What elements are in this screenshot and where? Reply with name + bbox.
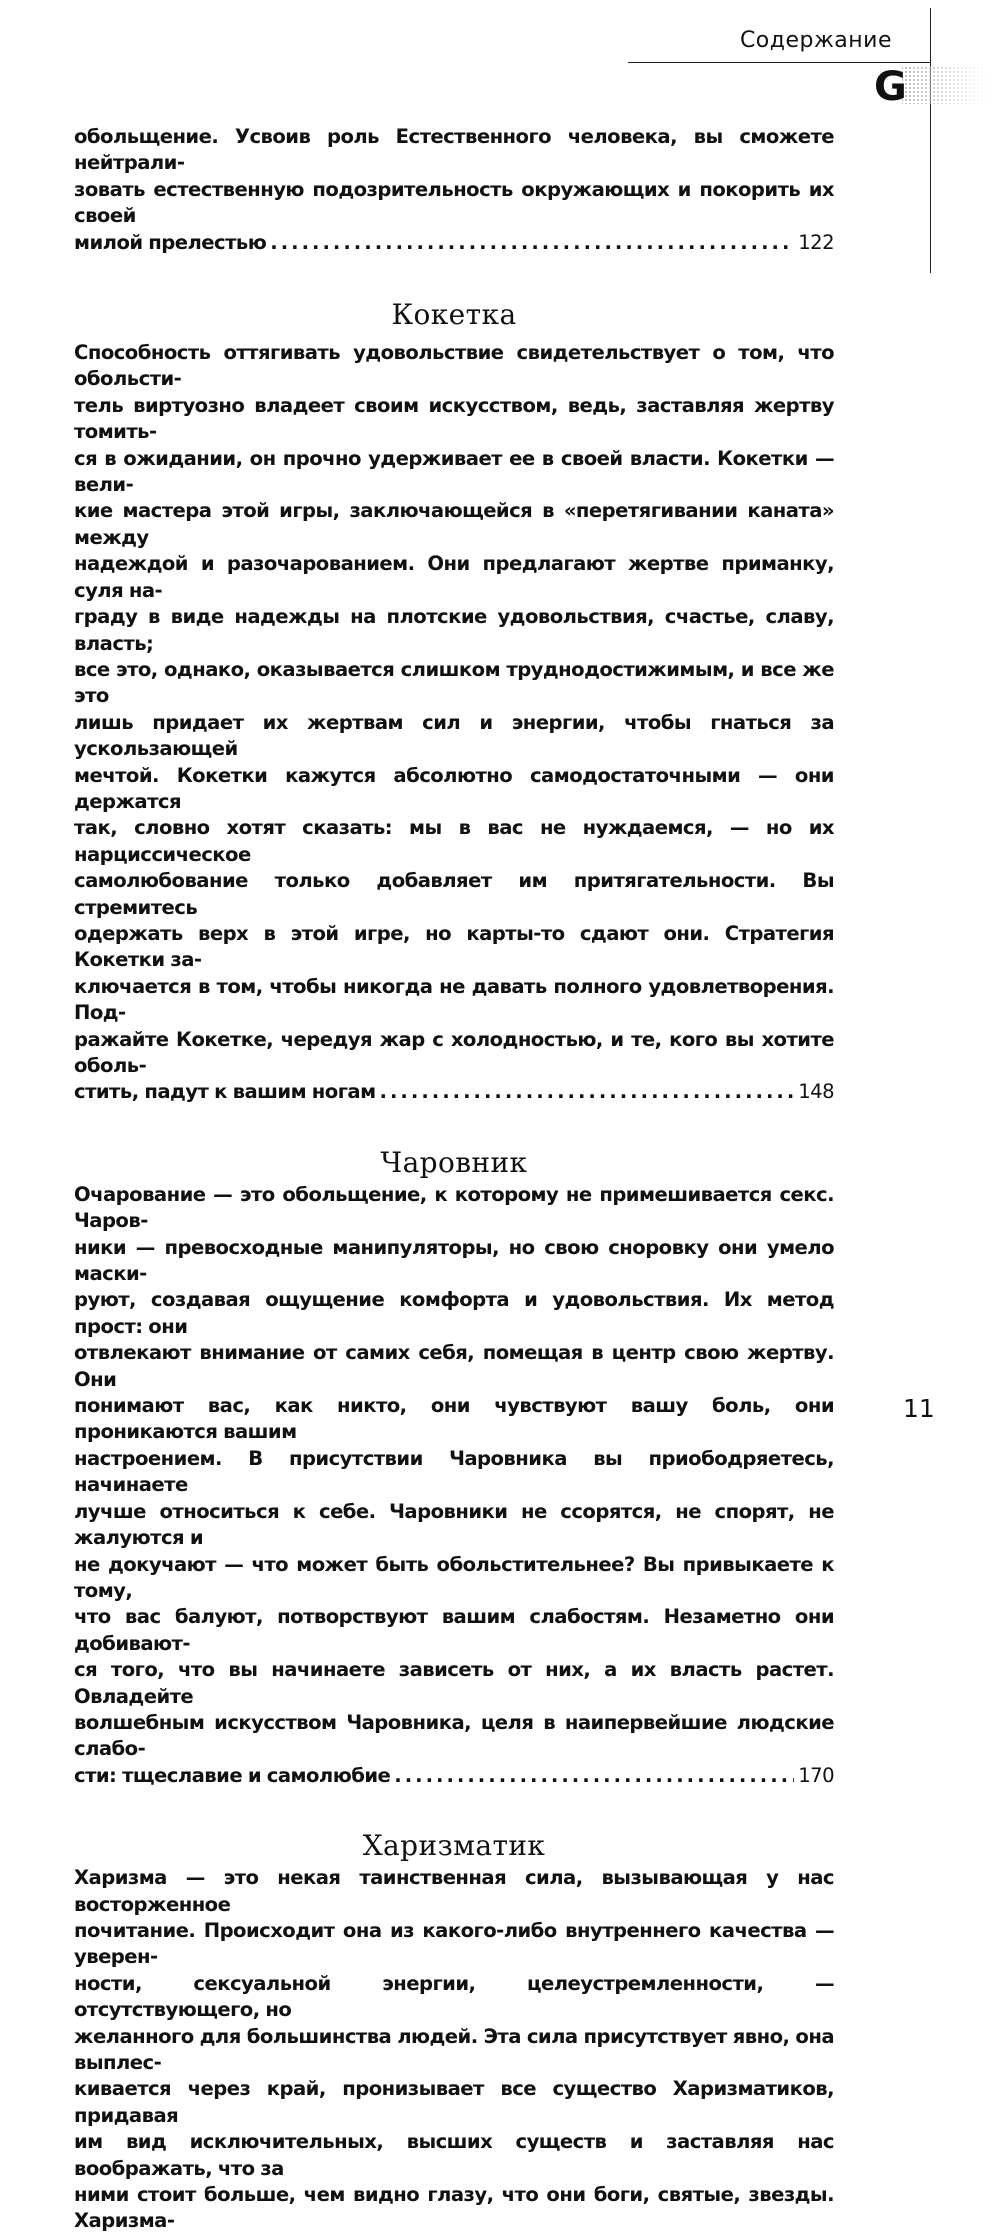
section-heading: Чаровник: [380, 1145, 528, 1179]
section-heading: Харизматик: [362, 1829, 546, 1863]
text-line: ся в ожидании, он прочно удерживает ее в своей власти. Кокетки — вели-: [74, 446, 834, 497]
page-ref: 148: [798, 1080, 834, 1104]
text-line: надеждой и разочарованием. Они предлагают жертве приманку, суля на-: [74, 552, 834, 602]
header-rule: [628, 62, 930, 63]
vertical-rule: [930, 8, 931, 273]
dot-leader: [380, 1079, 795, 1105]
section-charmer: [74, 1146, 834, 1789]
section-charismatic: [74, 1829, 834, 2235]
text-line: Харизма — это некая таинственная сила, вызывающая у нас восторженное: [74, 1866, 834, 1916]
section-text: [74, 340, 834, 1106]
text-line: Очарование — это обольщение, к которому не примешивается секс. Чаров-: [74, 1182, 834, 1233]
entry-tail-text: стить, падут к вашим ногам: [74, 1080, 376, 1104]
text-line: самолюбование только добавляет им притягательности. Вы стремитесь: [74, 869, 834, 919]
text-line: лишь придает их жертвам сил и энергии, чтобы гнаться за ускользающей: [74, 710, 834, 761]
dot-leader: [394, 1763, 794, 1789]
text-line: что вас балуют, потворствуют вашим слабостям. Незаметно они добивают-: [74, 1605, 834, 1655]
text-line: ся того, что вы начинаете зависеть от них, а их власть растет. Овладейте: [74, 1658, 834, 1708]
section-coquette: [74, 298, 834, 1106]
logo-g-icon: [872, 66, 990, 104]
text-line: лучше относиться к себе. Чаровники не ссорятся, не спорят, не жалуются и: [74, 1499, 834, 1550]
text-line: желанного для большинства людей. Эта сила присутствует явно, она выплес-: [74, 2024, 834, 2074]
text-line: мечтой. Кокетки кажутся абсолютно самодостаточными — они держатся: [74, 763, 834, 813]
toc-entry-line[interactable]: [74, 1079, 834, 1105]
page-ref: 170: [798, 1763, 834, 1787]
logo-g-mark: [872, 66, 990, 104]
text-line: отвлекают внимание от самих себя, помещая в центр свою жертву. Они: [74, 1341, 834, 1391]
text-line: все это, однако, оказывается слишком труднодостижимым, и все же это: [74, 657, 834, 708]
dot-leader: [270, 230, 794, 256]
text-line: граду в виде надежды на плотские удовольствия, счастье, славу, власть;: [74, 605, 834, 655]
text-line: кие мастера этой игры, заключающейся в «перетягивании каната» между: [74, 499, 834, 549]
text-line: не докучают — что может быть обольстительнее? Вы привыкаете к тому,: [74, 1552, 834, 1602]
toc-entry-line[interactable]: [74, 1763, 834, 1789]
section-text: [74, 1182, 834, 1789]
text-line: почитание. Происходит она из какого-либо внутреннего качества — уверен-: [74, 1918, 834, 1969]
text-line: зовать естественную подозрительность окружающих и покорить их своей: [74, 177, 834, 228]
section-heading: Кокетка: [391, 298, 517, 332]
text-line: ражайте Кокетке, чередуя жар с холодностью, и те, кого вы хотите оболь-: [74, 1027, 834, 1077]
svg-text:G: G: [874, 66, 907, 104]
section-text: [74, 1865, 834, 2235]
text-line: ники — превосходные манипуляторы, но свою сноровку они умело маски-: [74, 1235, 834, 1286]
text-line: ними стоит больше, чем видно глазу, что они боги, святые, звезды. Харизма-: [74, 2183, 834, 2233]
text-line: ключается в том, чтобы никогда не давать полного удовлетворения. Под-: [74, 974, 834, 1025]
text-line: обольщение. Усвоив роль Естественного человека, вы сможете нейтрали-: [74, 125, 834, 175]
entry-tail-text: милой прелестью: [74, 230, 267, 254]
text-line: понимают вас, как никто, они чувствуют вашу боль, они проникаются вашим: [74, 1394, 834, 1444]
text-line: им вид исключительных, высших существ и заставляя нас воображать, что за: [74, 2130, 834, 2180]
text-line: руют, создавая ощущение комфорта и удовольствия. Их метод прост: они: [74, 1288, 834, 1338]
text-line: настроением. В присутствии Чаровника вы приободряетесь, начинаете: [74, 1446, 834, 1497]
text-line: кивается через край, пронизывает все существо Харизматиков, придавая: [74, 2077, 834, 2127]
intro-text: [74, 124, 834, 256]
text-line: тель виртуозно владеет своим искусством, ведь, заставляя жертву томить-: [74, 393, 834, 444]
intro-paragraph: [74, 124, 834, 256]
toc-entry-line[interactable]: [74, 230, 834, 256]
page-ref: 122: [798, 230, 834, 254]
text-line: ности, сексуальной энергии, целеустремленности, — отсутствующего, но: [74, 1971, 834, 2022]
header-title: Содержание: [739, 28, 892, 53]
text-line: так, словно хотят сказать: мы в вас не нуждаемся, — но их нарциссическое: [74, 816, 834, 866]
page-number: 11: [903, 1394, 935, 1423]
text-line: волшебным искусством Чаровника, целя в наипервейшие людские слабо-: [74, 1710, 834, 1761]
toc-content: [74, 124, 834, 2235]
entry-tail-text: сти: тщеславие и самолюбие: [74, 1763, 391, 1787]
text-line: Способность оттягивать удовольствие свидетельствует о том, что обольсти-: [74, 341, 834, 391]
text-line: одержать верх в этой игре, но карты-то сдают они. Стратегия Кокетки за-: [74, 921, 834, 972]
